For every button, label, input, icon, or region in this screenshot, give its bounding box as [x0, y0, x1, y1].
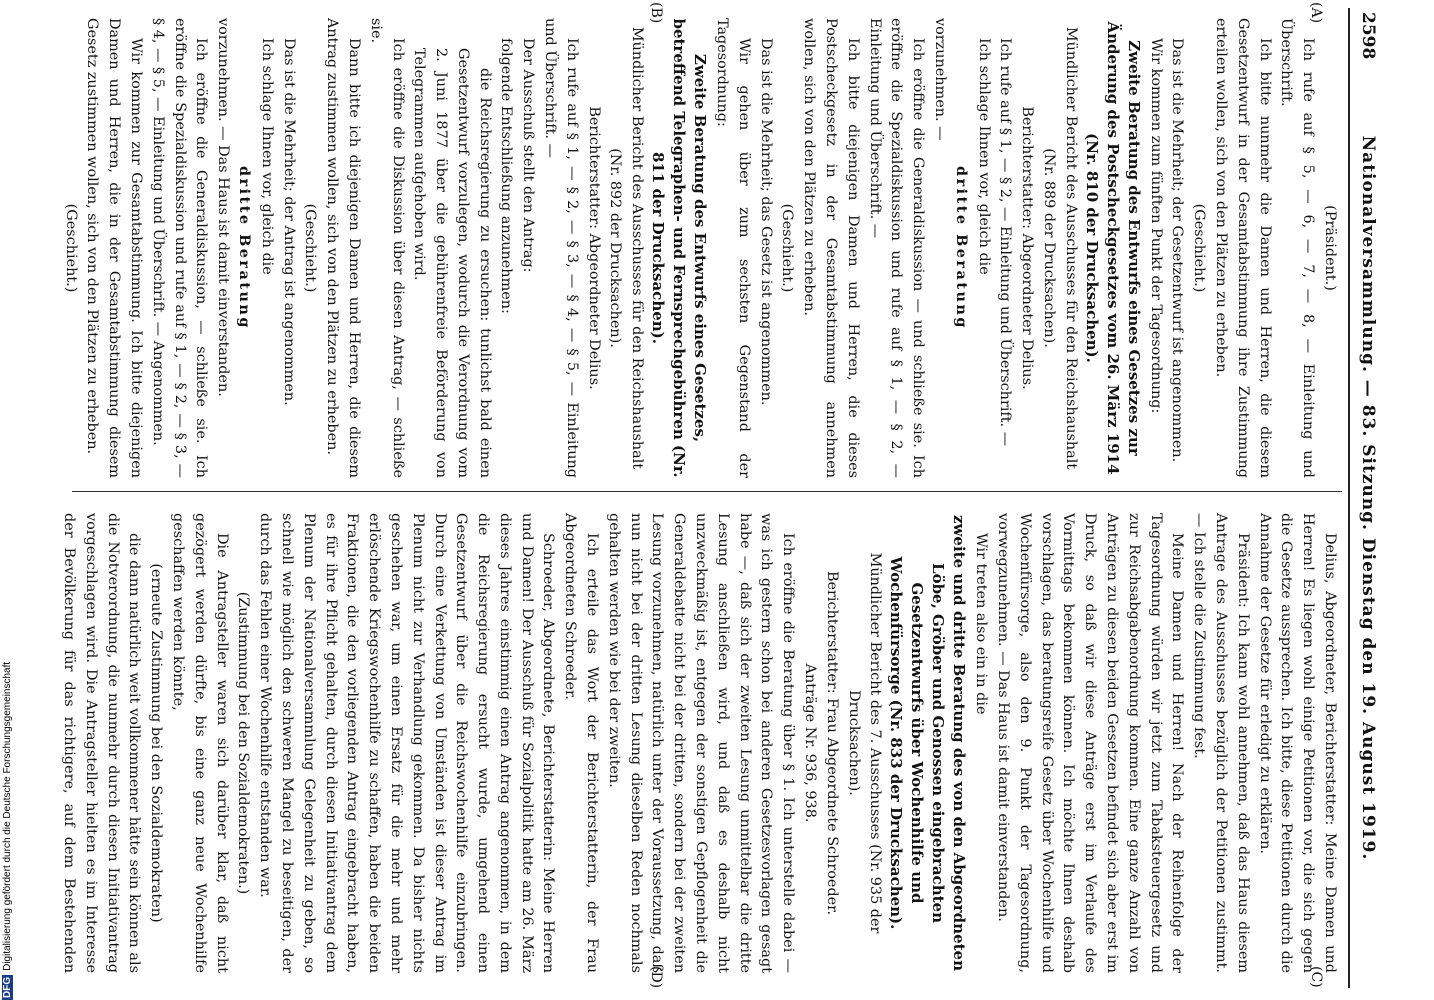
paragraph: vorzunehmen. —: [932, 18, 949, 141]
paragraph: Ich eröffne die Generaldiskussion, — schließe sie. Ich eröffne die Spezialdiskussion und rufe auf § 1, — § 2, — § 3, — § 4, — § 5, — Einleitung und Überschrift. — Angenommen.: [149, 18, 210, 478]
paragraph: Mündlicher Bericht des 7. Ausschusses (Nr. 935 der Drucksachen).: [845, 552, 884, 934]
paragraph: Ich eröffne die Diskussion über diesen Antrag, — schließe sie.: [367, 18, 406, 478]
paragraph: Wir treten also ein in die: [973, 533, 990, 715]
paragraph: (Geschieht.): [62, 203, 79, 293]
paragraph: Ich rufe auf § 5, — 6, — 7, — 8, — Einleitung und Überschrift.: [1278, 18, 1317, 478]
margin-mark-b: (B): [648, 2, 664, 24]
paragraph: Dann bitte ich diejenigen Damen und Herren, die diesem Antrag zustimmen wollen, sich von den Plätzen zu erheben.: [324, 18, 362, 478]
margin-mark-d: (D): [648, 966, 664, 989]
paragraph: (Geschieht.): [1191, 203, 1208, 293]
paragraph: (Geschieht.): [302, 203, 319, 293]
paragraph: vorzunehmen. — Das Haus ist damit einverstanden.: [215, 18, 232, 397]
paragraph: die dann natürlich weit vollkommener hätte sein können als die Notverordnung, die nunmehr durch diesen Initiativantrag vorgeschlagen wird. Die Antragsteller hielten es im Interesse der Bevölkerung für das richtigere, auf dem Bestehenden: [60, 513, 143, 973]
dfg-logo: DFG: [2, 976, 13, 998]
section-heading: dritte Beratung: [235, 166, 253, 330]
page-title: Nationalversammlung. — 83. Sitzung. Dienstag den 19. August 1919.: [1358, 135, 1378, 861]
page-number: 2598: [1358, 12, 1378, 60]
rotated-page: [54, 2, 1384, 989]
paragraph: (Geschieht.): [779, 203, 796, 293]
margin-mark-a: (A): [1308, 2, 1324, 24]
paragraph: Die Antragsteller waren sich darüber klar, daß nicht gezögert werden dürfte, bis eine ganz neue Wochenhilfe geschaffen werden könnte,: [169, 513, 230, 973]
paragraph: Ich schlage Ihnen vor, gleich die: [258, 38, 275, 275]
paragraph: Meine Damen und Herren! Nach der Reihenfolge der Tagesordnung würden wir jetzt zum Tabaksteuergesetz und zur Reichsabgabenordnung kommen. Eine ganze Anzahl von Anträgen zu diesen beiden Gesetzen befindet sich aber erst im Druck, so daß wir diese Anträge erst im Verlaufe des Vormittags bekommen können. Ich möchte Ihnen deshalb vorschlagen, das beratungsreife Gesetz über Wochenhilfe und Wochenfürsorge, also den 9. Punkt der Tagesordnung, vorwegzunehmen. — Das Haus ist damit einverstanden.: [995, 513, 1186, 973]
paragraph: Mündlicher Bericht des Ausschusses für den Reichshaushalt (Nr. 889 der Drucksachen).: [1041, 26, 1079, 470]
paragraph: (erneute Zustimmung bei den Sozialdemokraten): [148, 563, 165, 923]
paragraph: Präsident: Ich kann wohl annehmen, daß das Haus diesem Antrage des Ausschusses bezüglich der Petitionen zustimmt. — Ich stelle die Zustimmung fest.: [1191, 513, 1251, 973]
paragraph: (Zustimmung bei den Sozialdemokraten.): [235, 591, 252, 895]
running-head: [1348, 8, 1384, 988]
paragraph: Berichterstatter: Abgeordneter Delius.: [585, 106, 602, 390]
paragraph: Das ist die Mehrheit; der Antrag ist angenommen.: [280, 38, 297, 406]
paragraph: (Präsident.): [1322, 205, 1338, 291]
paragraph: Ich rufe auf § 1, — § 2, — Einleitung und Überschrift. —: [997, 38, 1014, 447]
paragraph: Ich rufe auf § 1, — § 2, — § 3, — § 4, — § 5, — Einleitung und Überschrift. —: [542, 18, 580, 478]
agenda-heading: zweite und dritte Beratung des von den Abgeordneten Löbe, Gröber und Genossen eingebrachten Gesetzentwurfs über Wochenhilfe und Wochenfürsorge (Nr. 833 der Drucksachen).: [887, 515, 969, 971]
paragraph: Ich eröffne die Generaldiskussion — und schließe sie. Ich eröffne die Spezialdiskussion und rufe auf § 1, — § 2, — Einleitung und Überschrift. —: [866, 18, 927, 478]
paragraph: folgende Entschließung anzunehmen:: [498, 38, 515, 314]
paragraph: Ich eröffne die Beratung über § 1. Ich unterstelle dabei — was ich gestern schon bei anderen Gesetzesvorlagen gesagt habe —, daß sich der zweiten Lesung unmittelbar die dritte Lesung anschließen wird, und daß es deshalb nicht unzweckmäßig ist, entgegen der sonstigen Gepflogenheit die Generaldebatte nicht bei der dritten, sondern bei der zweiten Lesung vorzunehmen, natürlich unter der Voraussetzung, daß nun nicht bei der dritten Lesung dieselben Reden nochmals gehalten werden wie bei der zweiten.: [605, 513, 797, 973]
paragraph: Wir kommen zur Gesamtabstimmung. Ich bitte diejenigen Damen und Herren, die in der Gesamtabstimmung diesem Gesetz zustimmen wollen, sich von den Plätzen zu erheben.: [84, 18, 144, 478]
paragraph: die Reichsregierung zu ersuchen: tunlichst bald einen Gesetzentwurf vorzulegen, wodurch die Verordnung vom 2. Juni 1877 über die gebührenfreie Beförderung von Telegrammen aufgehoben wird.: [411, 48, 493, 478]
right-column: [60, 513, 1340, 973]
paragraph: Ich bitte diejenigen Damen und Herren, die dieses Postscheckgesetz in der Gesamtabstimmung annehmen wollen, sich von den Plätzen zu erheben.: [801, 18, 861, 478]
paragraph: Berichterstatter: Abgeordneter Delius.: [1019, 106, 1036, 390]
paragraph: Mündlicher Bericht des Ausschusses für den Reichshaushalt (Nr. 892 der Drucksachen).: [607, 26, 646, 470]
footer-text: Digitalisierung gefördert durch die Deutsche Forschungsgemeinschaft: [2, 661, 13, 971]
paragraph: Anträge Nr. 936, 938.: [802, 663, 819, 823]
paragraph: Wir kommen zum fünften Punkt der Tagesordnung:: [1147, 38, 1164, 414]
paragraph: Das ist die Mehrheit; das Gesetz ist angenommen.: [757, 38, 774, 406]
margin-mark-c: (C): [1308, 966, 1324, 988]
paragraph: Schroeder, Abgeordnete, Berichterstatterin: Meine Herren und Damen! Der Ausschuß für Sozialpolitik hatte am 26. März dieses Jahres einstimmig einen Antrag angenommen, in dem die Reichsregierung ersucht wurde, umgehend einen Gesetzentwurf über die Reichswochenhilfe einzubringen. Durch eine Verkettung von Umständen ist dieser Antrag im Plenum nicht zur Verhandlung gekommen. Da bisher nichts geschehen war, um einen Ersatz für die mehr und mehr erlöschende Kriegswochenhilfe zu schaffen, haben die beiden Fraktionen, die den vorliegenden Antrag eingebracht haben, es für ihre Pflicht gehalten, durch diesen Initiativantrag dem Plenum der Nationalversammlung Gelegenheit zu geben, so schnell wie möglich den schweren Mangel zu beseitigen, der durch das Fehlen einer Wochenhilfe entstanden war.: [257, 513, 557, 973]
paragraph: Delius, Abgeordneter, Berichterstatter: Meine Damen und Herren! Es liegen wohl einige Petitionen vor, die sich gegen die Gesetze aussprechen. Ich bitte, diese Petitionen durch die Annahme der Gesetze für erledigt zu erklären.: [1256, 513, 1338, 973]
paragraph: Das ist die Mehrheit; der Gesetzentwurf ist angenommen.: [1169, 38, 1186, 463]
section-heading: dritte Beratung: [952, 166, 970, 330]
paragraph: Berichterstatter: Frau Abgeordnete Schroeder.: [823, 570, 840, 916]
agenda-heading: Zweite Beratung des Entwurfs eines Gesetzes, betreffend Telegraphen- und Fernsprechgebühren (Nr. 811 der Drucksachen).: [649, 18, 710, 478]
footer-credit: [2, 661, 13, 1000]
column-divider: [72, 491, 1342, 492]
paragraph: Ich schlage Ihnen vor, gleich die: [975, 38, 992, 275]
paragraph: Wir gehen über zum sechsten Gegenstand der Tagesordnung:: [714, 18, 752, 478]
paragraph: Der Ausschuß stellt den Antrag:: [520, 38, 537, 273]
paragraph: Ich bitte nunmehr die Damen und Herren, die diesem Gesetzentwurf in der Gesamtabstimmung ihre Zustimmung erteilen wollen, sich von den Plätzen zu erheben.: [1213, 18, 1273, 478]
paragraph: Ich erteile das Wort der Berichterstatterin, der Frau Abgeordneten Schroeder.: [562, 513, 601, 973]
left-column: [60, 18, 1340, 478]
agenda-heading: Zweite Beratung des Entwurfs eines Gesetzes zur Änderung des Postscheckgesetzes vom 26. März 1914 (Nr. 810 der Drucksachen).: [1082, 21, 1143, 475]
